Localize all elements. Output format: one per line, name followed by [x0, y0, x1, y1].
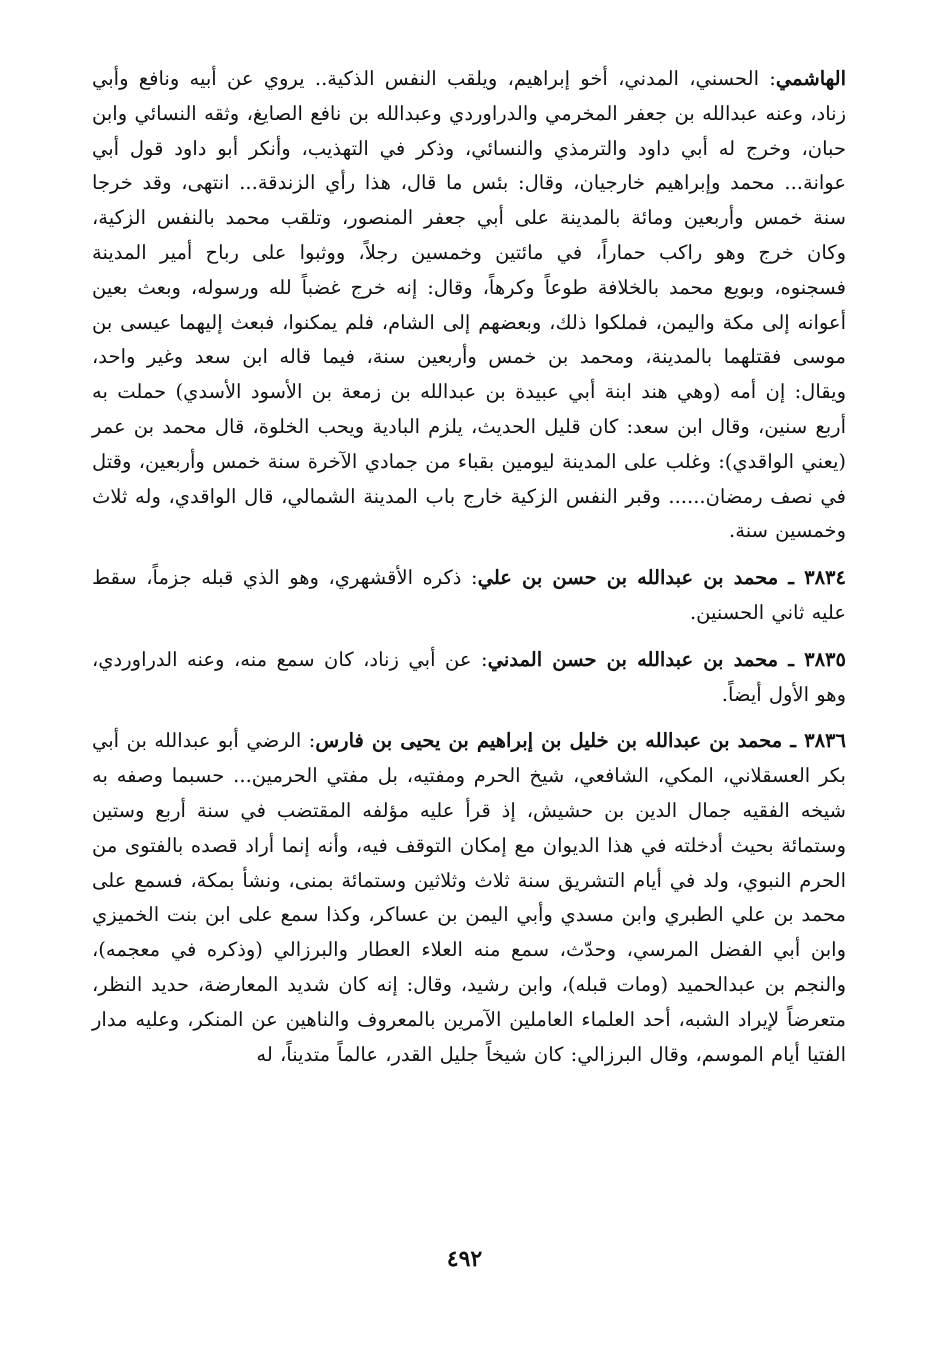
entry-number: ٣٨٣٦ — [804, 729, 846, 753]
entry-heading: محمد بن عبدالله بن حسن المدني — [487, 647, 779, 671]
entry-dash: ـ — [778, 566, 805, 590]
entry-number: ٣٨٣٤ — [804, 566, 846, 590]
entry-heading: محمد بن عبدالله بن خليل بن إبراهيم بن يحيى بن فارس — [315, 729, 783, 753]
entry-dash: ـ — [778, 647, 805, 671]
entry-dash: ـ — [782, 729, 805, 753]
page-body — [92, 62, 846, 1072]
entry-text: : ذكره الأقشهري، وهو الذي قبله جزماً، سقط عليه ثاني الحسنين. — [92, 566, 846, 624]
entry-3836 — [92, 724, 846, 1072]
entry-3835 — [92, 643, 846, 713]
entry-text: : الحسني، المدني، أخو إبراهيم، ويلقب النفس الذكية.. يروي عن أبيه ونافع وأبي زناد، وعنه عبدالله بن جعفر المخرمي والدراوردي وعبدالله بن نافع الصايغ، وثقه النسائي وابن حبان، وخرج له أبي داود والترمذي والنسائي، وذكر في التهذيب، وأنكر أبو داود قول أبي عوانة... محمد وإبراهيم خارجيان، وقال: بئس ما قال، هذا رأي الزندقة... انتهى، وقد خرجا سنة خمس وأربعين ومائة بالمدينة على أبي جعفر المنصور، وتلقب محمد بالنفس الزكية، وكان خرج وهو راكب حماراً، في مائتين وخمسين رجلاً، ووثبوا على رباح أمير المدينة فسجنوه، وبويع محمد بالخلافة طوعاً وكرهاً، وقال: إنه خرج غضباً لله ورسوله، وبعث بعين أعوانه إلى مكة واليمن، فملكوا ذلك، وبعضهم إلى الشام، فلم يمكنوا، فبعث إليهما عيسى بن موسى فقتلهما بالمدينة، ومحمد بن خمس وأربعين سنة، فيما قاله ابن سعد وغير واحد، ويقال: إن أمه (وهي هند ابنة أبي عبيدة بن عبدالله بن زمعة بن الأسود الأسدي) حملت به أربع سنين، وقال ابن سعد: كان قليل الحديث، يلزم البادية ويحب الخلوة، قال محمد بن عمر (يعني الواقدي): وغلب على المدينة ليومين بقباء من جمادي الآخرة سنة خمس وأربعين، وقتل في نصف رمضان...... وقبر النفس الزكية خارج باب المدينة الشمالي، قال الواقدي، وله ثلاث وخمسين سنة. — [92, 67, 846, 543]
entry-text: : الرضي أبو عبدالله بن أبي بكر العسقلاني، المكي، الشافعي، شيخ الحرم ومفتيه، بل مفتي الحرمين... حسبما وصفه به شيخه الفقيه جمال الدين بن حشيش، إذ قرأ عليه مؤلفه المقتضب في سنة أربع وستين وستمائة بحيث أدخلته في هذا الديوان مع إمكان التوقف فيه، وأنه إنما أراد قصده بالفتوى من الحرم النبوي، ولد في أيام التشريق سنة ثلاث وثلاثين وستمائة بمنى، ونشأ بمكة، فسمع على محمد بن علي الطبري وابن مسدي وأبي اليمن بن عساكر، وكذا سمع على ابن بنت الخميزي وابن أبي الفضل المرسي، وحدّث، سمع منه العلاء العطار والبرزالي (وذكره في معجمه)، والنجم بن عبدالحميد (ومات قبله)، وابن رشيد، وقال: إنه كان شديد المعارضة، حديد النظر، متعرضاً لإيراد الشبه، أحد العلماء العاملين الآمرين بالمعروف والناهين عن المنكر، وعليه مدار الفتيا أيام الموسم، وقال البرزالي: كان شيخاً جليل القدر، عالماً متديناً، له — [92, 729, 846, 1066]
entry-heading: الهاشمي — [775, 67, 846, 90]
entry-3834 — [92, 561, 846, 631]
page-number: ٤٩٢ — [446, 1246, 483, 1272]
entry-heading: محمد بن عبدالله بن حسن بن علي — [477, 566, 779, 590]
entry-number: ٣٨٣٥ — [804, 647, 846, 671]
continuation-paragraph — [92, 62, 846, 549]
entry-text: : عن أبي زناد، كان سمع منه، وعنه الدراوردي، وهو الأول أيضاً. — [92, 647, 846, 706]
